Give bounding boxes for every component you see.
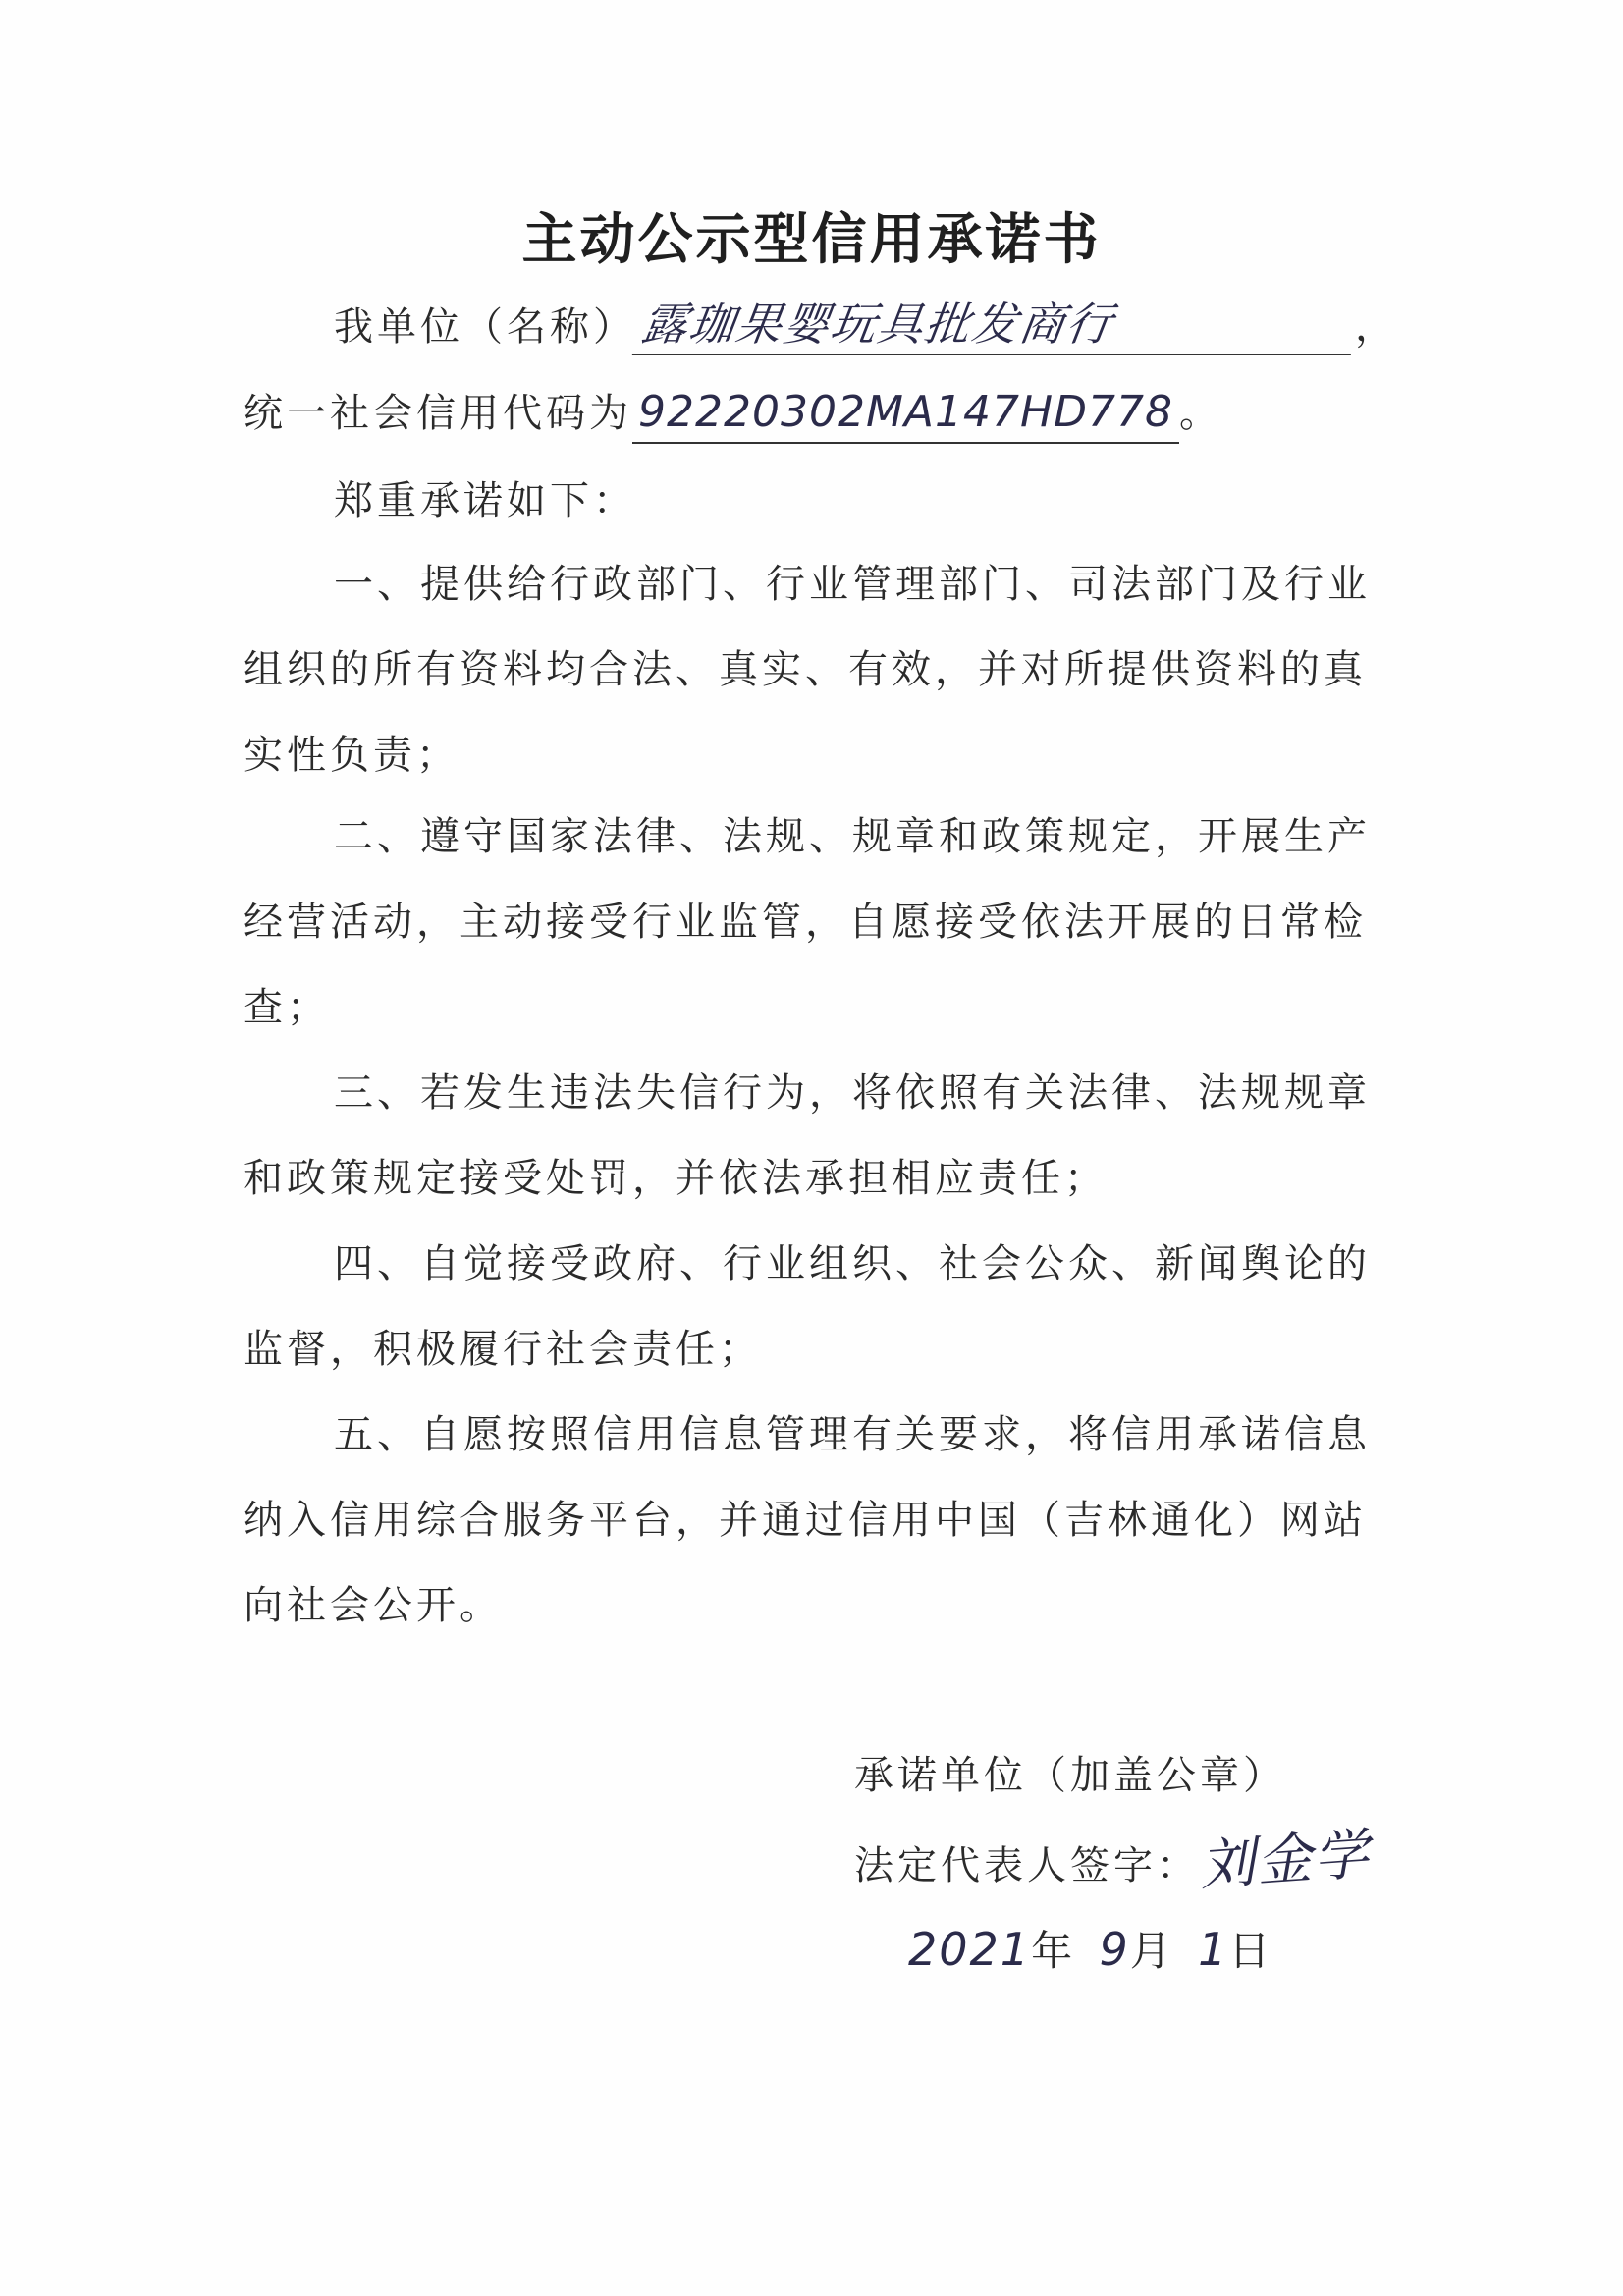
- unit-name-prefix: 我单位（名称）: [334, 304, 636, 350]
- credit-code-suffix: 。: [1178, 391, 1222, 436]
- item-5-line-2: 纳入信用综合服务平台，并通过信用中国（吉林通化）网站: [243, 1498, 1367, 1543]
- unit-name-line: [334, 295, 1398, 356]
- item-3-line-2: 和政策规定接受处罚，并依法承担相应责任；: [243, 1156, 1108, 1201]
- item-4-line-2: 监督，积极履行社会责任；: [243, 1327, 762, 1372]
- item-4-line-1: 四、自觉接受政府、行业组织、社会公众、新闻舆论的: [334, 1241, 1371, 1286]
- credit-code-prefix: 统一社会信用代码为: [243, 391, 632, 436]
- date-month-unit: 月: [1129, 1927, 1171, 1975]
- unit-name-suffix: ，: [1355, 304, 1398, 350]
- date-year: 2021: [908, 1923, 1032, 1976]
- item-2-line-1: 二、遵守国家法律、法规、规章和政策规定，开展生产: [334, 814, 1371, 859]
- item-5-line-3: 向社会公开。: [243, 1583, 503, 1628]
- item-1-line-1: 一、提供给行政部门、行业管理部门、司法部门及行业: [334, 562, 1371, 607]
- credit-code-handwritten: 92220302MA147HD778: [632, 383, 1179, 444]
- item-1-line-3: 实性负责；: [243, 733, 460, 778]
- item-2-line-3: 查；: [243, 985, 330, 1030]
- promising-unit-label: 承诺单位（加盖公章）: [854, 1753, 1286, 1798]
- credit-code-line: [243, 383, 1222, 444]
- legal-rep-line: [854, 1823, 1374, 1898]
- item-2-line-2: 经营活动，主动接受行业监管，自愿接受依法开展的日常检: [243, 900, 1367, 945]
- date-month: 9: [1099, 1923, 1130, 1976]
- legal-rep-label: 法定代表人签字：: [854, 1843, 1200, 1888]
- date-day-unit: 日: [1228, 1927, 1271, 1975]
- item-3-line-1: 三、若发生违法失信行为，将依照有关法律、法规规章: [334, 1070, 1371, 1116]
- unit-name-handwritten: 露珈果婴玩具批发商行: [632, 295, 1360, 355]
- signing-date: [908, 1920, 1270, 1981]
- legal-rep-signature: 刘金学: [1197, 1823, 1374, 1898]
- pledge-heading: 郑重承诺如下：: [334, 478, 636, 523]
- item-5-line-1: 五、自愿按照信用信息管理有关要求，将信用承诺信息: [334, 1412, 1371, 1457]
- date-year-unit: 年: [1031, 1927, 1073, 1975]
- item-1-line-2: 组织的所有资料均合法、真实、有效，并对所提供资料的真: [243, 647, 1367, 692]
- date-day: 1: [1198, 1923, 1229, 1976]
- document-title: 主动公示型信用承诺书: [521, 208, 1102, 272]
